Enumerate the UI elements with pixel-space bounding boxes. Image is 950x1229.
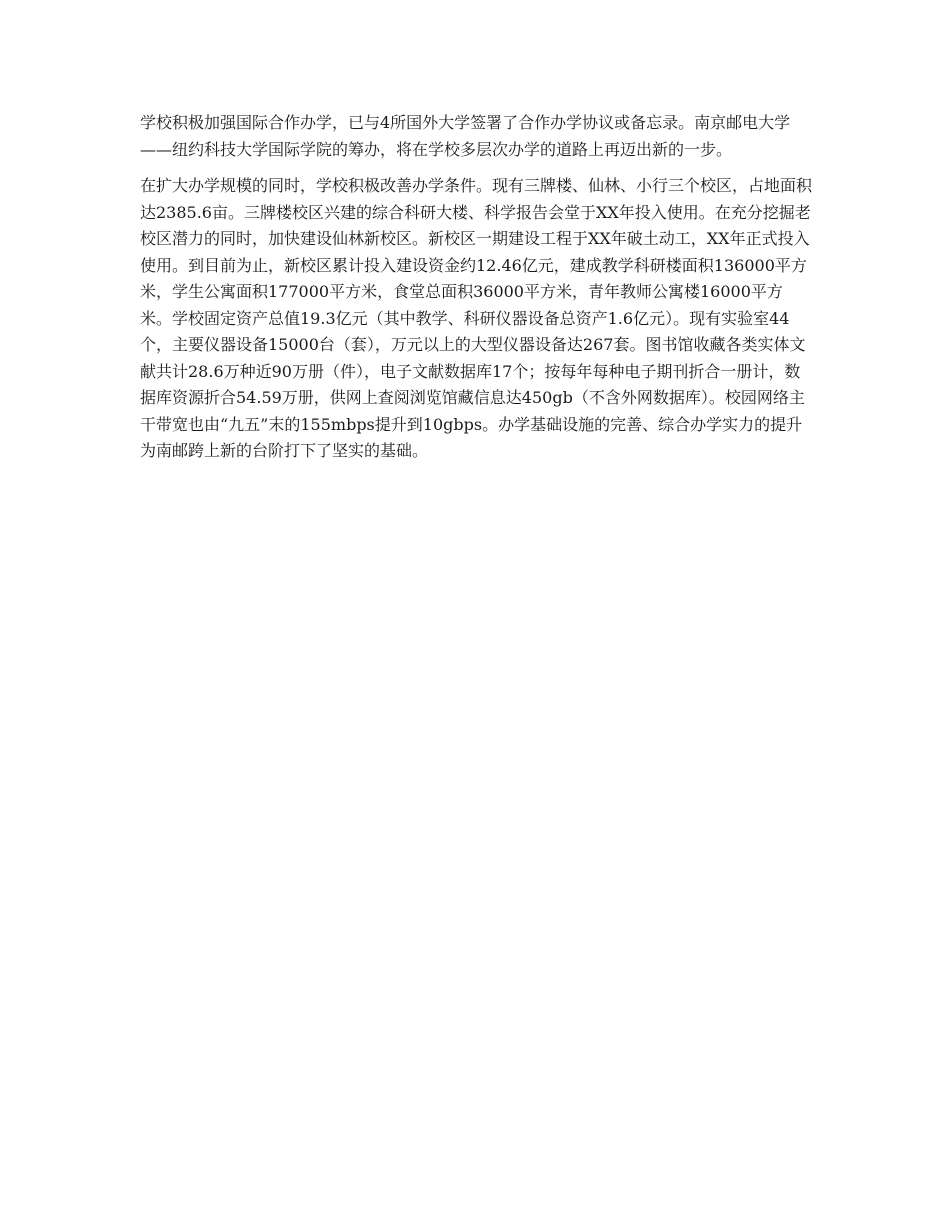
paragraph-campus-facilities: 在扩大办学规模的同时，学校积极改善办学条件。现有三牌楼、仙林、小行三个校区，占地面积达2385.6亩。三牌楼校区兴建的综合科研大楼、科学报告会堂于XX年投入使用。在充分挖掘老校区潜力的同时，加快建设仙林新校区。新校区一期建设工程于XX年破土动工，XX年正式投入使用。到目前为止，新校区累计投入建设资金约12.46亿元，建成教学科研楼面积136000平方米，学生公寓面积177000平方米，食堂总面积36000平方米，青年教师公寓楼16000平方米。学校固定资产总值19.3亿元（其中教学、科研仪器设备总资产1.6亿元）。现有实验室44个，主要仪器设备15000台（套），万元以上的大型仪器设备达267套。图书馆收藏各类实体文献共计28.6万种近90万册（件），电子文献数据库17个；按每年每种电子期刊折合一册计，数据库资源折合54.59万册，供网上查阅浏览馆藏信息达450gb（不含外网数据库）。校园网络主干带宽也由“九五”末的155mbps提升到10gbps。办学基础设施的完善、综合办学实力的提升为南邮跨上新的台阶打下了坚实的基础。 — [140, 176, 813, 460]
paragraph-international-cooperation: 学校积极加强国际合作办学，已与4所国外大学签署了合作办学协议或备忘录。南京邮电大学——纽约科技大学国际学院的筹办，将在学校多层次办学的道路上再迈出新的一步。 — [140, 113, 791, 159]
document-page — [140, 110, 812, 475]
